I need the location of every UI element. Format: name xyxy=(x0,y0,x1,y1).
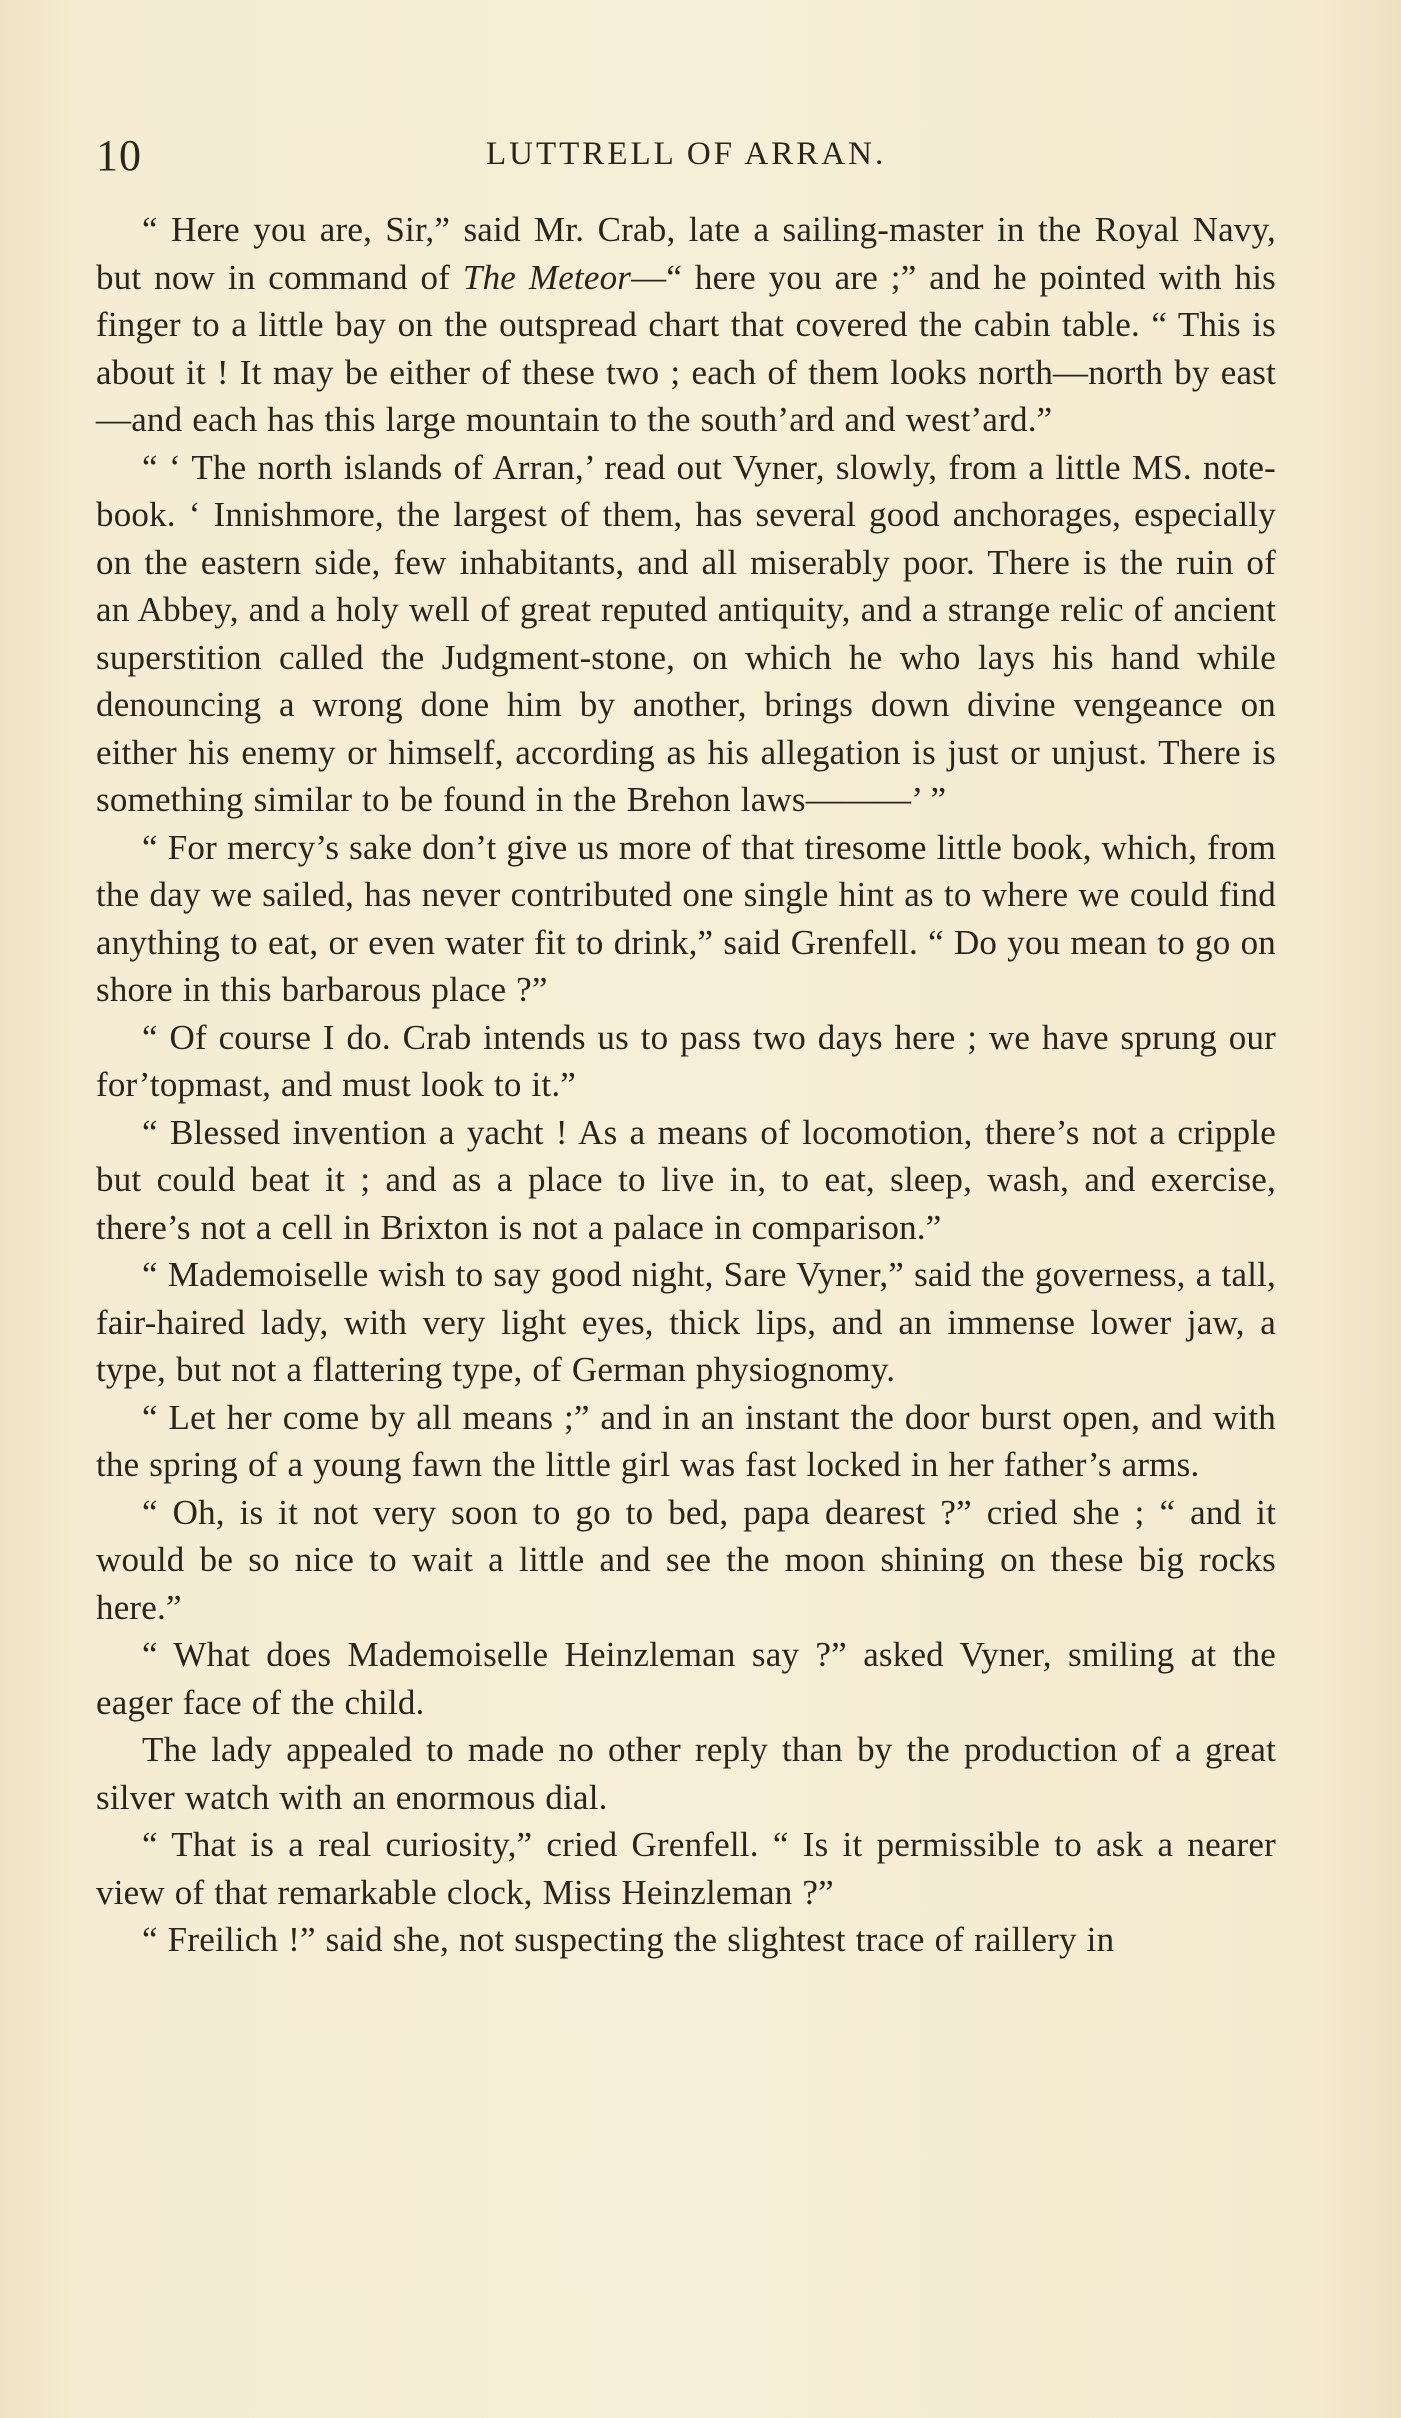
paragraph: “ Mademoiselle wish to say good night, Sare Vyner,” said the governess, a tall, fair-haired lady, with very light eyes, thick lips, and an immense lower jaw, a type, but not a flattering type, of German physiognomy. xyxy=(96,1255,1276,1389)
body-text xyxy=(96,206,1276,1964)
ship-name-italic: The Meteor xyxy=(462,257,632,297)
paragraph: “ Oh, is it not very soon to go to bed, papa dearest ?” cried she ; “ and it would be so nice to wait a little and see the moon shining on these big rocks here.” xyxy=(96,1492,1276,1627)
paragraph: “ Let her come by all means ;” and in an instant the door burst open, and with the spring of a young fawn the little girl was fast locked in her father’s arms. xyxy=(96,1397,1276,1484)
paragraph: “ Freilich !” said she, not suspecting the slightest trace of raillery in xyxy=(142,1920,1115,1959)
paragraph xyxy=(96,206,1276,444)
page-header xyxy=(96,130,1276,190)
paragraph-text: “ Here you are, Sir,” said Mr. Crab, late a sailing-master in the Royal Navy, but now in command of xyxy=(96,210,1276,297)
paragraph: “ ‘ The north islands of Arran,’ read out Vyner, slowly, from a little MS. note-book. ‘ Innishmore, the largest of them, has several good anchorages, especially on the eastern side, few inhabitants, and all miserably poor. There is the ruin of an Abbey, and a holy well of great reputed antiquity, and a strange relic of ancient superstition called the Judgment-stone, on which he who lays his hand while denouncing a wrong done him by another, brings down divine vengeance on either his enemy or himself, according as his allegation is just or unjust. There is something similar to be found in the Brehon laws———’ ” xyxy=(96,447,1276,819)
paragraph: “ Blessed invention a yacht ! As a means of locomotion, there’s not a cripple but could beat it ; and as a place to live in, to eat, sleep, wash, and exercise, there’s not a cell in Brixton is not a palace in comparison.” xyxy=(96,1112,1276,1247)
paragraph: The lady appealed to made no other reply than by the production of a great silver watch with an enormous dial. xyxy=(96,1730,1276,1817)
running-title: LUTTRELL OF ARRAN. xyxy=(486,136,887,172)
paragraph: “ That is a real curiosity,” cried Grenfell. “ Is it permissible to ask a nearer view of that remarkable clock, Miss Heinzleman ?” xyxy=(96,1825,1276,1912)
page-number: 10 xyxy=(96,131,142,180)
paragraph: “ Of course I do. Crab intends us to pass two days here ; we have sprung our for’topmast, and must look to it.” xyxy=(96,1017,1276,1104)
paragraph: “ For mercy’s sake don’t give us more of that tiresome little book, which, from the day we sailed, has never contributed one single hint as to where we could find anything to eat, or even water fit to drink,” said Grenfell. “ Do you mean to go on shore in this barbarous place ?” xyxy=(96,827,1276,1009)
paragraph: “ What does Mademoiselle Heinzleman say ?” asked Vyner, smiling at the eager face of the child. xyxy=(96,1635,1276,1722)
paragraph-text: —“ here you are ;” and he pointed with his finger to a little bay on the outspread chart that covered the cabin table. “ This is about it ! It may be either of these two ; each of them looks north—north by east—and each has this large mountain to the south’ard and west’ard.” xyxy=(96,257,1276,439)
